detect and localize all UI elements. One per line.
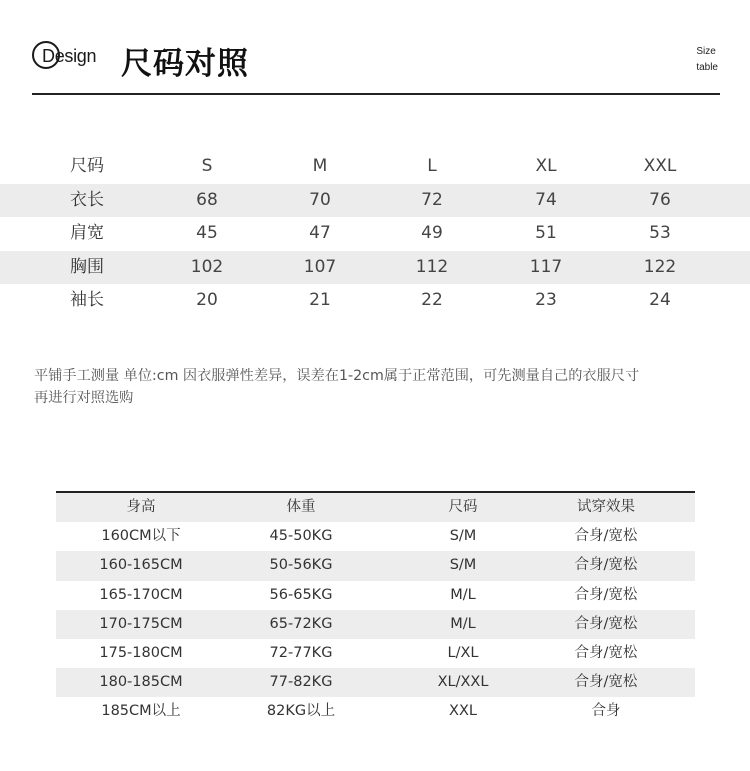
size-cell: L/XL [447,644,479,661]
measurement-value: 122 [643,256,677,277]
measurement-value: 70 [309,189,331,210]
measurement-value: 49 [421,223,443,244]
measurement-value: 74 [535,189,557,210]
fit-cell: 合身/宽松 [574,674,638,691]
weight-cell: 50-56KG [269,557,333,574]
table-row [56,639,695,668]
height-cell: 170-175CM [99,615,183,632]
size-table-header-row [0,150,750,184]
measurement-label: 袖长 [70,290,104,311]
measurement-label: 衣长 [70,189,104,210]
weight-cell: 72-77KG [269,644,333,661]
measurement-label: 肩宽 [70,223,104,244]
page-title: 尺码对照 [121,46,249,82]
table-row [56,581,695,610]
header-divider [32,93,720,95]
size-cell: S/M [449,557,477,574]
column-header: 体重 [286,499,316,515]
table-row [0,184,750,218]
measurement-value: 68 [196,189,218,210]
size-column-header: L [427,156,437,176]
column-header: 身高 [126,499,156,515]
size-label-line2: table [696,62,718,73]
height-cell: 185CM以上 [101,703,181,720]
fit-recommendation-table [56,491,695,727]
fit-cell: 合身/宽松 [574,615,638,632]
measurement-value: 102 [190,256,224,277]
measurement-value: 20 [196,290,218,311]
fit-cell: 合身 [591,703,621,720]
measurement-value: 47 [309,223,331,244]
measurement-value: 21 [309,290,331,311]
column-header: 试穿效果 [577,499,635,515]
measurement-value: 22 [421,290,443,311]
weight-cell: 56-65KG [269,586,333,603]
measurement-value: 76 [649,189,671,210]
measurement-label: 胸围 [70,256,104,277]
height-cell: 175-180CM [99,644,183,661]
table-row [56,610,695,639]
logo-text: Design [42,46,97,66]
height-cell: 165-170CM [99,586,183,603]
fit-cell: 合身/宽松 [574,586,638,603]
measurement-value: 24 [649,290,671,311]
size-cell: S/M [449,528,477,545]
measurement-value: 51 [535,223,557,244]
size-table-label [696,44,718,76]
measurement-value: 107 [303,256,337,277]
fit-table-header-row [56,493,695,522]
table-row [0,217,750,251]
size-label-line1: Size [696,46,716,57]
weight-cell: 77-82KG [269,674,333,691]
size-column-header: S [201,156,213,176]
size-column-header: XL [535,156,557,176]
height-cell: 160CM以下 [101,528,181,545]
size-column-header: M [312,156,328,176]
measurement-note [34,365,734,409]
weight-cell: 45-50KG [269,528,333,545]
weight-cell: 82KG以上 [266,703,336,720]
measurement-value: 117 [529,256,563,277]
size-table-corner-label: 尺码 [70,156,104,176]
height-cell: 180-185CM [99,674,183,691]
table-row [0,284,750,318]
size-cell: XXL [449,703,477,720]
size-measurement-table [0,150,750,318]
size-cell: M/L [450,586,476,603]
column-header: 尺码 [448,499,478,515]
fit-cell: 合身/宽松 [574,644,638,661]
weight-cell: 65-72KG [269,615,333,632]
size-cell: M/L [450,615,476,632]
page-header [32,36,720,96]
height-cell: 160-165CM [99,557,183,574]
table-row [56,522,695,551]
measurement-value: 112 [415,256,449,277]
fit-cell: 合身/宽松 [574,557,638,574]
table-row [0,251,750,285]
measurement-value: 45 [196,223,218,244]
note-line: 平铺手工测量 单位:cm 因衣服弹性差异，误差在1-2cm属于正常范围，可先测量自己的衣服尺寸 [34,368,640,384]
table-row [56,551,695,580]
measurement-value: 72 [421,189,443,210]
fit-cell: 合身/宽松 [574,528,638,545]
note-line: 再进行对照选购 [34,390,134,406]
measurement-value: 23 [535,290,557,311]
table-row [56,668,695,697]
size-column-header: XXL [643,156,677,176]
size-cell: XL/XXL [437,674,489,691]
table-row [56,697,695,726]
measurement-value: 53 [649,223,671,244]
